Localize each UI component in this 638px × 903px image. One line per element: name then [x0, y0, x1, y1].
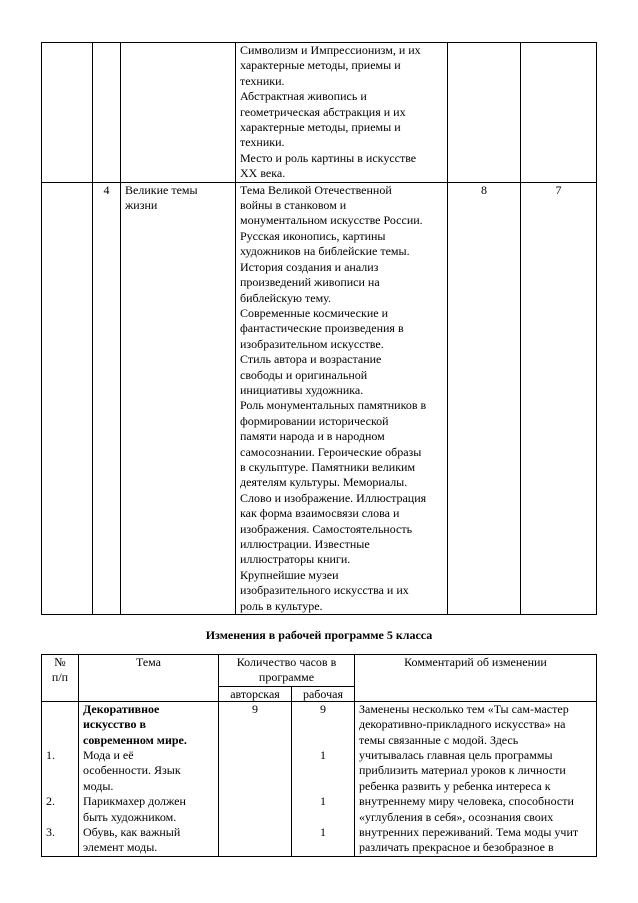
content-line: Современные космические и	[240, 305, 388, 320]
spacer	[46, 733, 74, 748]
hours-work-cell: 7	[521, 182, 597, 614]
comment-line: ребенка развить у ребенка интереса к	[359, 778, 551, 793]
hours-work-cell	[292, 701, 355, 856]
content-line: роль в культуре.	[240, 598, 323, 613]
content-line: Символизм и Импрессионизм, и их	[240, 43, 421, 57]
content-line: инициативы художника.	[240, 382, 364, 397]
content-line: История создания и анализ	[240, 259, 379, 274]
comment-line: декоративно-прикладного искусства» на	[359, 717, 566, 732]
table-row	[42, 43, 597, 183]
hours-work-cell	[521, 43, 597, 183]
section-hours: 9	[320, 701, 326, 716]
section-title: искусство в	[83, 717, 147, 732]
content-line: Слово и изображение. Иллюстрация	[240, 490, 427, 505]
content-line: Крупнейшие музеи	[240, 567, 339, 582]
comment-line: внутренних переживаний. Тема моды учит	[359, 825, 579, 840]
content-line: Стиль автора и возрастание	[240, 352, 382, 367]
content-line: характерные методы, приемы и	[240, 58, 401, 73]
comment-line: приблизить материал уроков к личности	[359, 763, 566, 778]
table-row	[42, 182, 597, 614]
topic-header: Тема	[79, 655, 219, 702]
comment-line: Заменены несколько тем «Ты сам-мастер	[359, 701, 569, 716]
hours-author-cell: 8	[448, 182, 521, 614]
content-line: формировании исторической	[240, 413, 389, 428]
topic-cell	[121, 182, 236, 614]
number-cell	[42, 701, 79, 856]
author-header: авторская	[219, 686, 292, 701]
content-line: художников на библейские темы.	[240, 244, 410, 259]
empty-cell	[42, 43, 93, 183]
spacer	[296, 779, 350, 794]
section-heading: Изменения в рабочей программе 5 класса	[205, 628, 433, 642]
comment-line: темы связанные с модой. Здесь	[359, 732, 519, 747]
section-title: Декоративное	[83, 701, 160, 716]
content-line: техники.	[240, 135, 285, 150]
header-line: Количество часов в	[236, 655, 337, 669]
content-line: изобразительного искусства и их	[240, 583, 409, 598]
content-line: XX века.	[240, 166, 286, 181]
spacer	[46, 702, 74, 717]
content-line: иллюстрации. Известные	[240, 537, 370, 551]
changes-table	[41, 654, 597, 857]
content-line: свободы и оригинальной	[240, 367, 368, 382]
content-line: Роль монументальных памятников в	[240, 398, 427, 413]
content-line: памяти народа и в народном	[240, 429, 385, 444]
item-number: 1.	[46, 748, 55, 763]
content-line: Место и роль картины в искусстве	[240, 150, 417, 165]
topic-line: жизни	[125, 198, 158, 213]
content-line: Абстрактная живопись и	[240, 89, 367, 104]
hours-author-cell	[448, 43, 521, 183]
hours-author-cell: 9	[219, 701, 292, 856]
content-line: войны в станковом и	[240, 198, 347, 213]
content-line: Тема Великой Отечественной	[240, 182, 392, 197]
hours-header	[219, 655, 355, 687]
section-title: современном мире.	[83, 732, 187, 747]
content-line: иллюстраторы книги.	[240, 552, 351, 567]
comment-line: «углубления в себя», осознания своих	[359, 809, 554, 824]
comment-header: Комментарий об изменении	[355, 655, 597, 702]
number-header	[42, 655, 79, 702]
item-topic: Мода и её	[83, 748, 134, 763]
work-header: рабочая	[292, 686, 355, 701]
content-line: монументальном искусстве России.	[240, 213, 423, 228]
content-cell	[236, 43, 448, 183]
item-topic: Обувь, как важный	[83, 825, 181, 840]
topic-line: Великие темы	[125, 182, 198, 197]
content-line: характерные методы, приемы и	[240, 120, 401, 135]
content-line: деятелям культуры. Мемориалы.	[240, 475, 408, 490]
topic-cell	[79, 701, 219, 856]
spacer	[46, 763, 74, 778]
item-topic: моды.	[83, 778, 114, 793]
item-number: 2.	[46, 794, 55, 809]
empty-cell	[42, 182, 93, 614]
item-topic: быть художником.	[83, 809, 177, 824]
comment-line: учитывалась главная цель программы	[359, 748, 553, 763]
header-line: программе	[258, 670, 315, 685]
item-hours: 1	[320, 748, 326, 763]
item-hours: 1	[320, 794, 326, 809]
comment-line: различать прекрасное и безобразное в	[359, 840, 554, 855]
item-number: 3.	[46, 825, 55, 840]
content-line: Русская иконопись, картины	[240, 228, 386, 243]
header-line: №	[54, 655, 66, 669]
row-number	[93, 43, 121, 183]
content-line: изобразительном искусстве.	[240, 336, 384, 351]
spacer	[46, 779, 74, 794]
content-line: произведений живописи на	[240, 275, 380, 290]
row-number: 4	[93, 182, 121, 614]
content-line: библейскую тему.	[240, 290, 331, 305]
header-line: п/п	[51, 670, 69, 685]
content-line: как форма взаимосвязи слова и	[240, 506, 400, 521]
content-line: техники.	[240, 73, 285, 88]
content-line: фантастические произведения в	[240, 321, 404, 336]
item-topic: особенности. Язык	[83, 763, 181, 778]
content-cell	[236, 182, 448, 614]
content-line: в скульптуре. Памятники великим	[240, 459, 416, 474]
table-row	[42, 701, 597, 856]
spacer	[46, 810, 74, 825]
item-topic: Парикмахер должен	[83, 794, 186, 809]
spacer	[296, 733, 350, 748]
spacer	[296, 810, 350, 825]
spacer	[296, 763, 350, 778]
curriculum-table	[41, 42, 597, 615]
content-line: изображения. Самостоятельность	[240, 521, 413, 536]
topic-cell	[121, 43, 236, 183]
item-topic: элемент моды.	[83, 840, 158, 855]
comment-cell	[355, 701, 597, 856]
content-line: самосознании. Героические образы	[240, 444, 422, 459]
header-row	[42, 655, 597, 687]
spacer	[46, 717, 74, 732]
spacer	[296, 717, 350, 732]
content-line: геометрическая абстракция и их	[240, 104, 406, 119]
item-hours: 1	[320, 825, 326, 840]
comment-line: внутреннему миру человека, способности	[359, 794, 574, 809]
